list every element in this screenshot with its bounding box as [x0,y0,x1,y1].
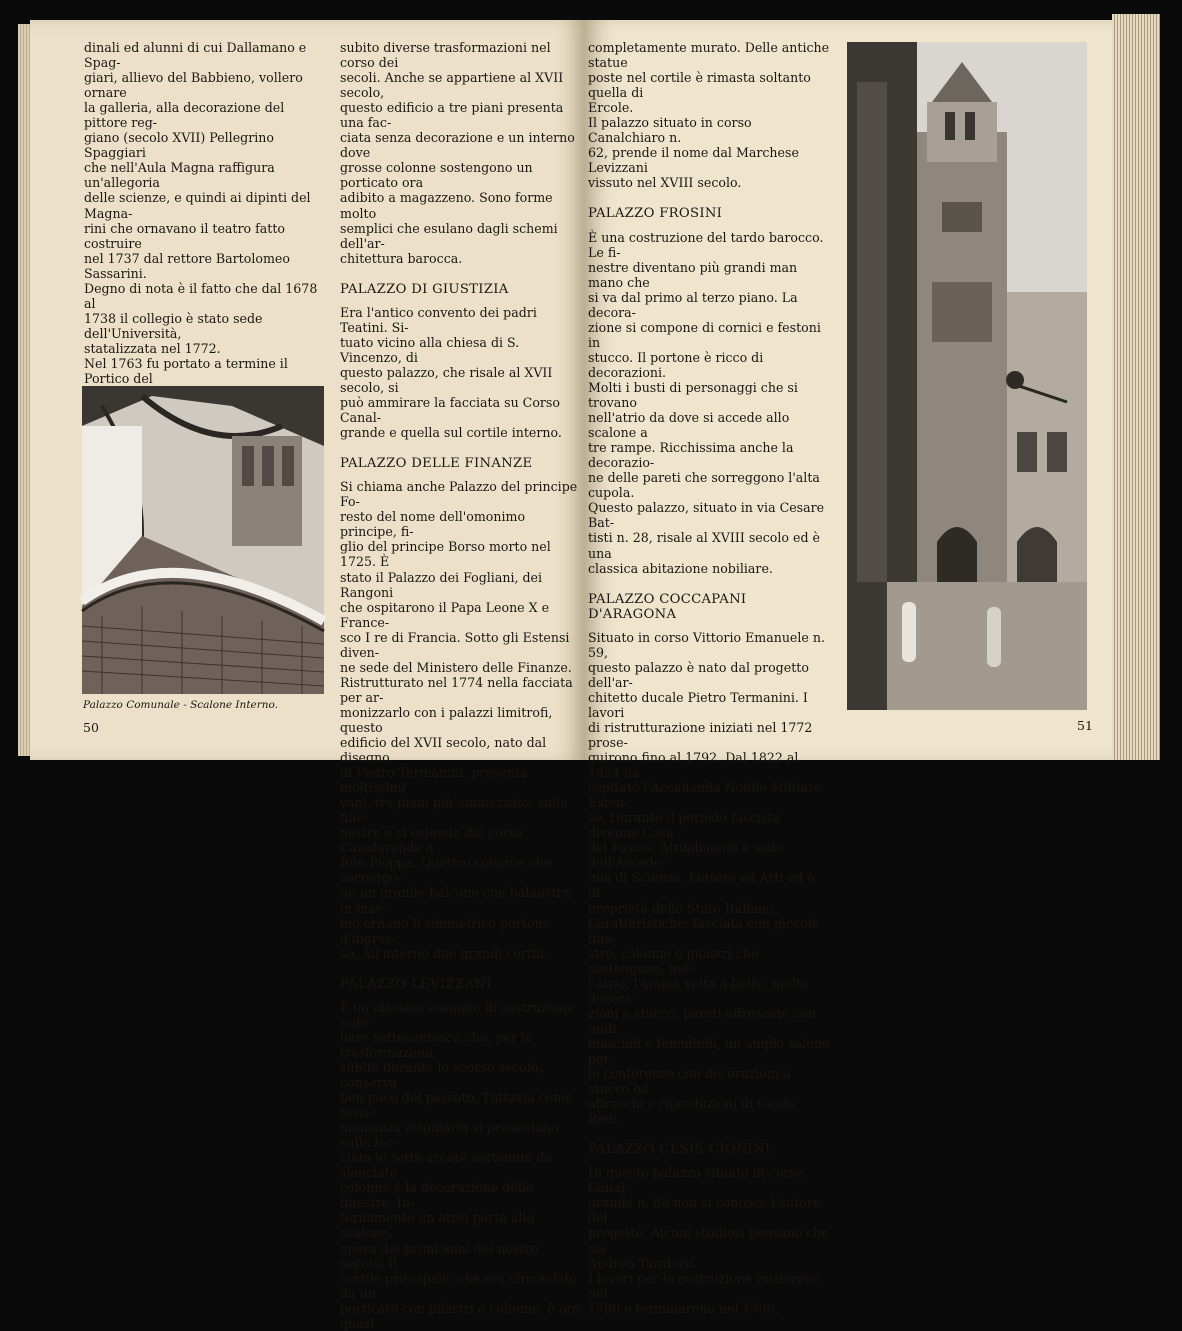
text-line: mia di Scienze, Lettere ed Arti ed è di [588,870,815,901]
text-line: del Fascio. Attualmente è sede dell'Accade- [588,840,784,871]
text-line: Ercole. [588,100,634,116]
text-line: poste nel cortile è rimasta soltanto quella di [588,70,811,101]
staircase-photo [82,386,324,694]
heading-palazzo-cesis-cionini: PALAZZO CESIS-CIONINI [588,1142,771,1158]
text-line: affreschi e riproduzioni di Guido Reni. [588,1096,796,1127]
text-line: Andrea Tarabusi. [588,1255,698,1271]
text-line: se. Durante il periodo fascista divenne Casa [588,810,780,841]
text-line: vani, tre piani più ammezzato, sulle fine- [340,795,568,826]
text-line: che ospitarono il Papa Leone X e France- [340,599,550,630]
text-line: giano (secolo XVII) Pellegrino Spaggiari [84,130,274,161]
text-line: giari, allievo del Babbieno, vollero ornare [84,70,303,101]
text-line: colonne e la decorazione delle finestre. In- [340,1180,534,1211]
text-line: subite durante lo scorso secolo, conserva [340,1059,543,1090]
text-line: tre rampe. Ricchissima anche la decorazio- [588,440,794,471]
page-edges-right [1112,14,1160,760]
text-line: questo palazzo è nato dal progetto dell'ar- [588,659,809,690]
text-line: ciata le sette arcate sostenute da slanciate [340,1150,553,1181]
text-line: È un classico esempio di costruzione nobi- [340,999,575,1030]
text-line: I lavori per la costruzione iniziarono nel [588,1270,821,1301]
text-line: statalizzata nel 1772. [84,340,221,356]
text-line: stato il Palazzo dei Fogliani, dei Rangoni [340,569,543,600]
text-line: 1780 e terminarono nel 1796. [588,1300,779,1316]
text-line: ne sede del Ministero delle Finanze. [340,659,572,675]
text-line: può ammirare la facciata su Corso Canal- [340,395,560,426]
text-line: edificio del XVII secolo, nato dal disegno [340,735,547,766]
text-line: zioni a stucco, pareti affrescate con nudi [588,1005,816,1036]
right-page-column [588,40,830,1316]
text-line: tisti n. 28, risale al XVIII secolo ed è una [588,530,820,561]
photo-scalone-interno [82,386,324,694]
coccapani-text [588,630,830,1127]
text-line: adibito a magazzeno. Sono forme molto [340,190,553,221]
text-line: glio del principe Borso morto nel 1725. È [340,539,551,570]
text-line: nestre diventano più grandi man mano che [588,259,798,290]
text-line: Situato in corso Vittorio Emanuele n. 59, [588,629,825,660]
text-line: ne delle pareti che sorreggono l'alta cupola. [588,470,820,501]
text-line: porticato con pilastri e colonne, è ora quasi [340,1300,580,1331]
cesis-text [588,1165,830,1315]
text-line: Di questo palazzo situato in corso Canal- [588,1165,804,1196]
finanze-text [340,479,580,961]
left-page [30,20,585,1331]
text-line: classica abitazione nobiliare. [588,560,773,576]
text-line: tuato vicino alla chiesa di S. Vincenzo, di [340,334,520,365]
text-line: stre, colonne e pilastri che sostengono, nel- [588,945,759,976]
page-number-left: 50 [83,720,99,735]
text-line: so. All'interno due grandi cortili. [340,945,549,961]
text-line: la galleria, alla decorazione del pittore reg- [84,100,285,131]
heading-palazzo-coccapani: PALAZZO COCCAPANI D'ARAGONA [588,591,747,622]
right-page [585,20,1112,1316]
text-line: ospitato l'Accademia Nobile Militare Esten- [588,780,822,811]
text-line: Degno di nota è il fatto che dal 1678 al [84,280,318,311]
col2-top-text [340,40,580,266]
text-line: chitettura barocca. [340,250,463,266]
text-line: stucco. Il portone è ricco di decorazioni. [588,349,764,380]
text-line: l'atrio, l'ampia volta a botte, molte decora- [588,975,809,1006]
text-line: grande e quella sul cortile interno. [340,425,562,441]
levizzani-text [340,1000,580,1331]
text-line: cortile principale, che era circondato da un [340,1270,578,1301]
text-line: nell'atrio da dove si accede allo scalone a [588,410,790,441]
frosini-text [588,230,830,576]
text-line: dinali ed alunni di cui Dallamano e Spag- [84,40,307,71]
text-line: progetto. Alcuni studiosi pensano che sia [588,1225,829,1256]
text-line: nestre e si estende dal corso Canalgrande a [340,825,523,856]
text-line: ben poco del passato. Tuttavia come testi- [340,1090,573,1121]
text-line: ciata senza decorazione e un interno dove [340,130,575,161]
text-line: che nell'Aula Magna raffigura un'allegoria [84,160,275,191]
text-line: Era l'antico convento dei padri Teatini. Si- [340,304,537,335]
text-line: di Pietro Termanini, presenta moltissimi [340,765,528,796]
photo-caption: Palazzo Comunale - Scalone Interno. [83,699,279,711]
levizzani-continued-text [588,40,830,190]
text-line: Il palazzo situato in corso Canalchiaro n. [588,115,752,146]
text-line: completamente murato. Delle antiche statue [588,40,830,71]
text-line: vissuto nel XVIII secolo. [588,175,742,191]
text-line: no un grande balcone con balaustra in mar- [340,885,570,916]
giustizia-text [340,305,580,440]
text-line: secoli. Anche se appartiene al XVII secolo, [340,70,564,101]
text-line: questo palazzo, che risale al XVII secolo, si [340,364,553,395]
text-line: Caratteristiche: facciata con piccole fine- [588,915,820,946]
text-line: rini che ornavano il teatro fatto costruire [84,220,285,251]
text-line: grande n. 88 non si conosce l'autore del [588,1195,821,1226]
text-line: ternamente un atrio porta allo scalone, [340,1210,534,1241]
left-page-column-2 [340,40,580,1331]
text-line: chitetto ducale Pietro Termanini. I lavori [588,689,808,720]
text-line: Nel 1763 fu portato a termine il Portico del [84,355,288,387]
text-line: Ristrutturato nel 1774 nella facciata per ar- [340,674,573,705]
text-line: mo ornano il simmetrico portone d'ingres- [340,915,550,946]
text-line: Si chiama anche Palazzo del principe Fo- [340,479,578,510]
text-line: liare settecentesca che, per le trasformazioni [340,1029,533,1060]
text-line: Molti i busti di personaggi che si trovano [588,379,798,411]
text-line: opera dei primi anni del nostro secolo. Il [340,1240,539,1271]
text-line: 62, prende il nome dal Marchese Levizzani [588,145,799,176]
text-line: questo edificio a tre piani presenta una fac- [340,100,564,131]
text-line: resto del nome dell'omonimo principe, fi- [340,509,526,540]
text-line: subito diverse trasformazioni nel corso dei [340,40,551,71]
page-number-right: 51 [1077,718,1093,733]
heading-palazzo-levizzani: PALAZZO LEVIZZANI [340,976,492,992]
text-line: maschili e femminili, un ampio salone per [588,1035,830,1066]
heading-palazzo-di-giustizia: PALAZZO DI GIUSTIZIA [340,281,509,297]
courtyard-tower-photo [847,42,1087,710]
text-line: proprietà dello Stato Italiano. [588,900,778,916]
heading-palazzo-delle-finanze: PALAZZO DELLE FINANZE [340,456,533,472]
text-line: Questo palazzo, situato in via Cesare Bat- [588,500,825,531]
text-line: zione si compone di cornici e festoni in [588,319,821,350]
text-line: monianza originaria si presentano sulla fac- [340,1120,559,1151]
text-line: le conferenze con decorazioni a stucco ed [588,1066,791,1097]
text-line: semplici che esulano dagli schemi dell'ar- [340,220,558,251]
text-line: nel 1737 dal rettore Bartolomeo Sassarini. [84,250,290,281]
text-line: di ristrutturazione iniziati nel 1772 prose- [588,719,813,751]
text-line: grosse colonne sostengono un porticato ora [340,160,533,191]
text-line: Rua Pioppa. Quattro colonne che sorreggo- [340,855,552,886]
text-line: si va dal primo al terzo piano. La decora- [588,289,798,320]
heading-palazzo-frosini: PALAZZO FROSINI [588,206,723,222]
text-line: guirono fino al 1792. Dal 1822 al 1824 ha [588,750,799,781]
text-line: È una costruzione del tardo barocco. Le fi- [588,229,824,260]
text-line: monizzarlo con i palazzi limitrofi, questo [340,704,553,735]
text-line: delle scienze, e quindi ai dipinti del Magna- [84,190,311,221]
photo-courtyard [847,42,1087,710]
text-line: 1738 il collegio è stato sede dell'Università, [84,310,263,341]
text-line: sco I re di Francia. Sotto gli Estensi diven- [340,629,570,660]
